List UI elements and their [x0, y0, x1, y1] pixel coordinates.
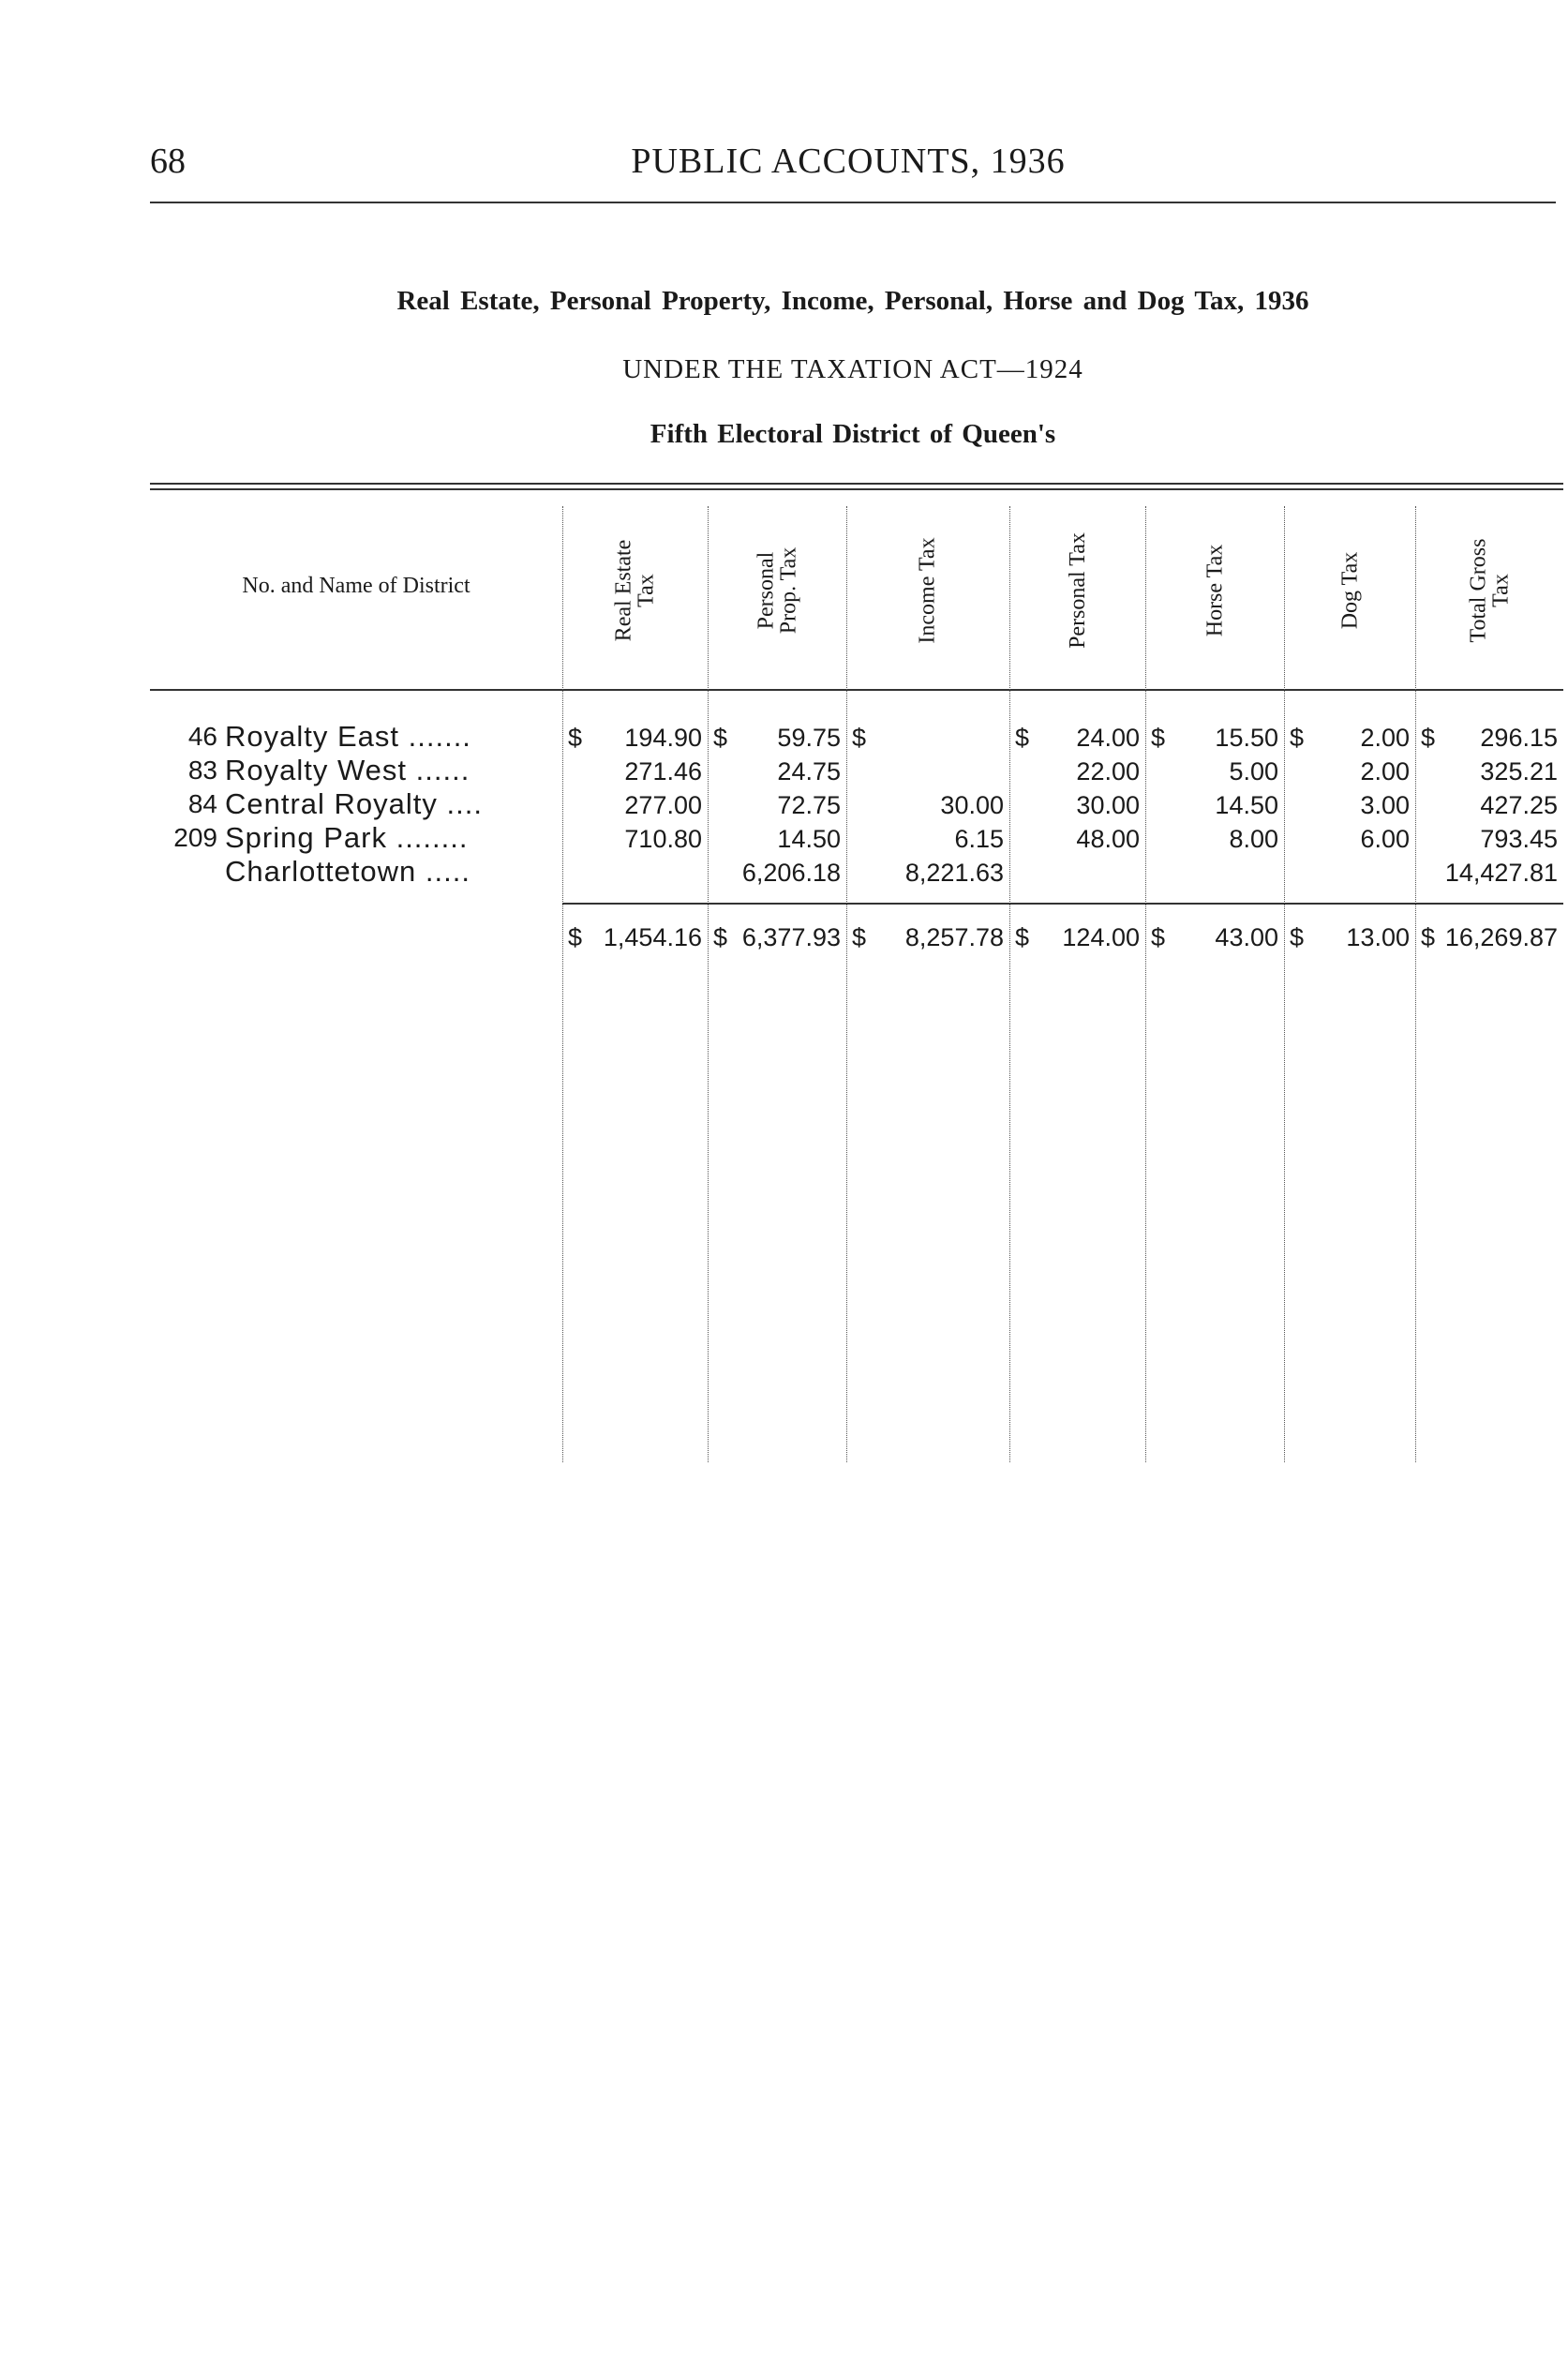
district-name: Charlottetown .....: [225, 855, 470, 888]
column-header-district: No. and Name of District: [242, 574, 470, 598]
column-header-personal: Personal Tax: [1065, 532, 1090, 649]
table-title: Real Estate, Personal Property, Income, Personal, Horse and Dog Tax, 1936: [396, 286, 1309, 316]
column-header-real-estate: Real Estate Tax: [611, 539, 659, 642]
table-top-rule-2: [150, 488, 1563, 490]
district-number: 84: [187, 789, 217, 818]
district-number: 209: [173, 823, 217, 852]
column-header-horse: Horse Tax: [1202, 544, 1227, 637]
header-rule: [150, 202, 1556, 203]
district-number: 83: [187, 756, 217, 785]
header-bottom-rule: [150, 689, 1563, 691]
district-name: Central Royalty ....: [225, 787, 483, 820]
table-top-rule: [150, 483, 1563, 485]
column-header-income: Income Tax: [915, 537, 940, 644]
district-name: Spring Park ........: [225, 821, 469, 854]
district-subtitle: Fifth Electoral District of Queen's: [650, 419, 1056, 449]
totals-rule: [562, 903, 1563, 905]
district-name: Royalty East .......: [225, 720, 471, 753]
column-header-personal-prop: Personal Prop. Tax: [753, 546, 800, 635]
act-subtitle: UNDER THE TAXATION ACT—1924: [622, 354, 1083, 384]
column-header-dog: Dog Tax: [1337, 551, 1362, 630]
district-number: 46: [187, 722, 217, 751]
page-header: [150, 141, 1546, 197]
page-number: 68: [150, 142, 186, 181]
district-name: Royalty West ......: [225, 754, 470, 786]
running-title: PUBLIC ACCOUNTS, 1936: [631, 142, 1066, 181]
column-header-total: Total Gross Tax: [1465, 538, 1513, 643]
